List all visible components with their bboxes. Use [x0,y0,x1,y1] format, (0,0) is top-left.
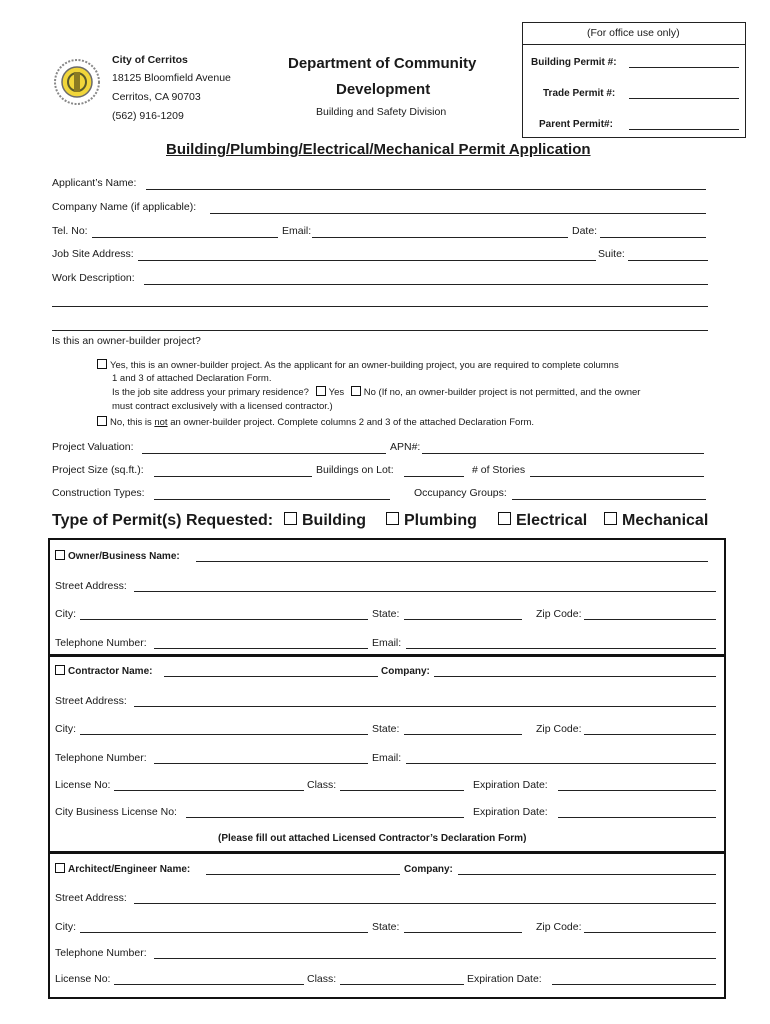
work-description-field-3[interactable] [52,330,708,331]
architect-company-label: Company: [404,864,453,875]
owner-city-label: City: [55,608,76,620]
suite-field[interactable] [628,260,708,261]
city-business-license-label: City Business License No: [55,806,177,818]
architect-city-field[interactable] [80,932,368,933]
contractor-state-field[interactable] [404,734,522,735]
mechanical-checkbox[interactable] [604,512,617,525]
permit-type-label: Type of Permit(s) Requested: [52,512,274,529]
owner-state-label: State: [372,608,400,620]
city-license-expiration-label: Expiration Date: [473,806,548,818]
project-valuation-label: Project Valuation: [52,441,134,453]
primary-residence-question: Is the job site address your primary residence? [112,387,309,398]
contractor-declaration-note: (Please fill out attached Licensed Contractor’s Declaration Form) [218,833,527,844]
contractor-email-label: Email: [372,752,402,764]
city-phone: (562) 916-1209 [112,110,184,122]
construction-types-field[interactable] [154,499,390,500]
occupancy-groups-label: Occupancy Groups: [414,487,507,499]
contractor-zip-field[interactable] [584,734,716,735]
owner-builder-yes-checkbox[interactable] [97,359,107,369]
contractor-license-field[interactable] [114,790,304,791]
buildings-on-lot-field[interactable] [404,476,464,477]
residence-no-text-line2: must contract exclusively with a licensed contractor.) [112,401,333,412]
electrical-checkbox[interactable] [498,512,511,525]
building-permit-field[interactable] [629,67,739,68]
buildings-on-lot-label: Buildings on Lot: [316,464,394,476]
owner-name-field[interactable] [196,561,708,562]
apn-label: APN#: [390,441,421,453]
architect-license-field[interactable] [114,984,304,985]
division-name: Building and Safety Division [316,106,447,118]
owner-builder-yes-option[interactable] [97,359,619,372]
architect-license-label: License No: [55,973,111,985]
contractor-expiration-label: Expiration Date: [473,779,548,791]
primary-residence-row [112,386,640,399]
applicant-name-label: Applicant’s Name: [52,177,137,189]
owner-builder-no-checkbox[interactable] [97,416,107,426]
owner-email-label: Email: [372,637,402,649]
plumbing-checkbox[interactable] [386,512,399,525]
architect-name-field[interactable] [206,874,400,875]
permit-option-plumbing-label: Plumbing [404,512,477,529]
contractor-company-label: Company: [381,666,430,677]
occupancy-groups-field[interactable] [512,499,706,500]
contractor-email-field[interactable] [406,763,716,764]
contractor-license-label: License No: [55,779,111,791]
city-seal-logo [53,58,101,106]
owner-zip-field[interactable] [584,619,716,620]
suite-label: Suite: [598,248,625,260]
owner-zip-label: Zip Code: [536,608,582,620]
city-state-zip: Cerritos, CA 90703 [112,91,201,103]
project-valuation-field[interactable] [142,453,386,454]
architect-company-field[interactable] [458,874,716,875]
owner-city-field[interactable] [80,619,368,620]
city-business-license-field[interactable] [186,817,464,818]
department-title-line1: Department of Community [288,55,477,72]
trade-permit-field[interactable] [629,98,739,99]
office-use-box [522,22,746,138]
contractor-class-field[interactable] [340,790,464,791]
contractor-company-field[interactable] [434,676,716,677]
contractor-telephone-field[interactable] [154,763,368,764]
tel-label: Tel. No: [52,225,88,237]
permit-option-building-label: Building [302,512,366,529]
contractor-telephone-label: Telephone Number: [55,752,147,764]
permit-option-building[interactable] [284,511,366,531]
work-description-label: Work Description: [52,272,135,284]
permit-option-mechanical[interactable] [604,511,708,531]
owner-builder-not-word: not [154,417,168,428]
date-field[interactable] [600,237,706,238]
contractor-name-field[interactable] [164,676,378,677]
contractor-name-label: Contractor Name: [68,666,153,677]
architect-street-field[interactable] [134,903,716,904]
parent-permit-label: Parent Permit#: [539,119,613,130]
trade-permit-label: Trade Permit #: [543,88,616,99]
city-license-expiration-field[interactable] [558,817,716,818]
residence-no-checkbox[interactable] [351,386,361,396]
contractor-city-field[interactable] [80,734,368,735]
project-size-field[interactable] [154,476,312,477]
office-use-label: (For office use only) [587,27,680,39]
construction-types-label: Construction Types: [52,487,145,499]
owner-street-field[interactable] [134,591,716,592]
contractor-zip-label: Zip Code: [536,723,582,735]
contractor-state-label: State: [372,723,400,735]
residence-yes-checkbox[interactable] [316,386,326,396]
work-description-field-2[interactable] [52,306,708,307]
architect-checkbox[interactable] [55,863,65,873]
architect-telephone-field[interactable] [154,958,716,959]
permit-option-mechanical-label: Mechanical [622,512,709,529]
owner-street-label: Street Address: [55,580,127,592]
contractor-expiration-field[interactable] [558,790,716,791]
architect-zip-label: Zip Code: [536,921,582,933]
building-permit-label: Building Permit #: [531,57,617,68]
contractor-checkbox[interactable] [55,665,65,675]
owner-builder-yes-text: Yes, this is an owner-builder project. As the applicant for an owner-building project, you are required to complete columns [110,360,619,371]
permit-option-electrical[interactable] [498,511,587,531]
residence-no-label: No (If no, an owner-builder project is not permitted, and the owner [363,387,641,398]
architect-expiration-label: Expiration Date: [467,973,542,985]
owner-builder-yes-text-line2: 1 and 3 of attached Declaration Form. [112,373,272,384]
contractor-street-label: Street Address: [55,695,127,707]
architect-expiration-field[interactable] [552,984,716,985]
company-name-label: Company Name (if applicable): [52,201,197,213]
email-label: Email: [282,225,312,237]
architect-street-label: Street Address: [55,892,127,904]
architect-state-field[interactable] [404,932,522,933]
contractor-street-field[interactable] [134,706,716,707]
contractor-class-label: Class: [307,779,337,791]
stories-label: # of Stories [472,464,526,476]
owner-builder-no-option[interactable] [97,416,534,429]
architect-city-label: City: [55,921,76,933]
job-site-field[interactable] [138,260,596,261]
owner-builder-no-prefix: No, this is [110,417,155,428]
company-name-field[interactable] [210,213,706,214]
tel-field[interactable] [92,237,278,238]
owner-name-row[interactable] [55,550,180,563]
owner-builder-question: Is this an owner-builder project? [52,335,201,347]
owner-telephone-field[interactable] [154,648,368,649]
apn-field[interactable] [422,453,704,454]
owner-telephone-label: Telephone Number: [55,637,147,649]
architect-state-label: State: [372,921,400,933]
project-size-label: Project Size (sq.ft.): [52,464,144,476]
architect-name-label: Architect/Engineer Name: [68,864,191,875]
architect-class-label: Class: [307,973,337,985]
owner-state-field[interactable] [404,619,522,620]
architect-name-row[interactable] [55,863,190,876]
form-title: Building/Plumbing/Electrical/Mechanical Permit Application [166,141,591,158]
permit-option-plumbing[interactable] [386,511,477,531]
email-field[interactable] [312,237,568,238]
architect-telephone-label: Telephone Number: [55,947,147,959]
architect-zip-field[interactable] [584,932,716,933]
date-label: Date: [572,225,598,237]
city-address: 18125 Bloomfield Avenue [112,72,231,84]
owner-email-field[interactable] [406,648,716,649]
permit-option-electrical-label: Electrical [516,512,588,529]
owner-builder-no-suffix: an owner-builder project. Complete columns 2 and 3 of the attached Declaration Form. [167,417,535,428]
contractor-name-row[interactable] [55,665,152,678]
city-name: City of Cerritos [112,54,188,66]
applicant-name-field[interactable] [146,189,706,190]
stories-field[interactable] [530,476,704,477]
residence-yes-label: Yes [328,387,345,398]
owner-name-label: Owner/Business Name: [68,551,180,562]
owner-checkbox[interactable] [55,550,65,560]
architect-class-field[interactable] [340,984,464,985]
parent-permit-field[interactable] [629,129,739,130]
contractor-city-label: City: [55,723,76,735]
job-site-label: Job Site Address: [52,248,134,260]
department-title-line2: Development [336,81,431,98]
work-description-field-1[interactable] [144,284,708,285]
building-checkbox[interactable] [284,512,297,525]
